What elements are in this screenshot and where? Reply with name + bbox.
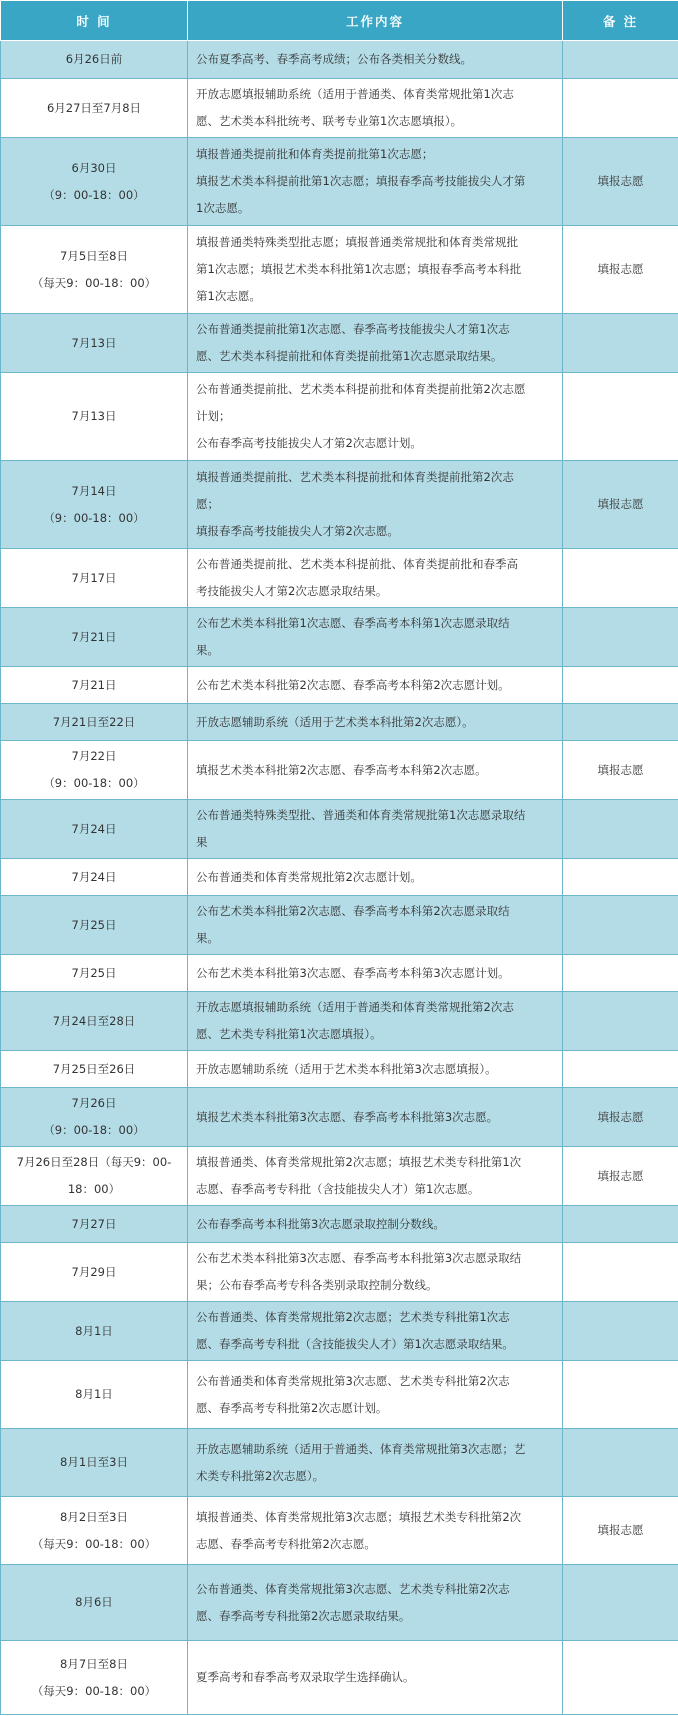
time-cell [1,79,188,138]
time-cell [1,955,188,992]
time-cell-line: 7月25日至26日 [52,1061,136,1076]
table-row [1,1206,678,1243]
table-row [1,992,678,1051]
note-cell: 填报志愿 [563,741,678,800]
time-cell-line: 6月30日 [71,160,117,175]
note-cell [563,1051,678,1088]
time-cell [1,1243,188,1302]
work-cell-line: 开放志愿填报辅助系统（适用于普通类和体育类常规批第2次志 [196,1000,514,1014]
time-cell-line: 7月24日 [71,869,117,884]
work-cell [188,549,563,608]
work-cell-line: 填报普通类特殊类型批志愿；填报普通类常规批和体育类常规批 [196,235,518,249]
table-row [1,1565,678,1641]
work-cell-line: 术类专科批第2次志愿）。 [196,1468,325,1483]
work-cell-line: 果。 [196,643,219,657]
work-cell-line: 公布艺术类本科批第2次志愿、春季高考本科第2次志愿计划。 [196,677,510,692]
work-cell-line: 填报艺术类本科批第2次志愿、春季高考本科第2次志愿。 [196,762,487,777]
table-row [1,667,678,704]
note-cell [563,1565,678,1641]
table-row [1,1147,678,1206]
time-cell-line: 7月13日 [71,335,117,350]
work-cell-line: 愿、艺术类专科批第1次志愿填报）。 [196,1027,382,1041]
note-cell [563,1361,678,1429]
time-cell [1,667,188,704]
time-cell-line: 7月29日 [71,1264,117,1279]
work-cell-line: 愿、春季高考专科批（含技能拔尖人才）第1次志愿录取结果。 [196,1337,514,1351]
time-cell-line: 7月25日 [71,965,117,980]
time-cell [1,608,188,667]
table-row [1,1641,678,1715]
work-cell-line: 公布普通类、体育类常规批第3次志愿、艺术类专科批第2次志 [196,1581,510,1596]
time-cell-line: 6月27日至7月8日 [46,100,142,115]
time-cell [1,1361,188,1429]
note-cell [563,373,678,461]
table-row [1,461,678,549]
work-cell [188,896,563,955]
work-cell-line: 填报艺术类本科批第3次志愿、春季高考本科批第3次志愿。 [196,1109,499,1124]
note-cell [563,79,678,138]
work-cell [188,800,563,859]
time-cell-line: 18：00） [67,1182,121,1196]
work-cell-line: 志愿、春季高考专科批（含技能拔尖人才）第1次志愿。 [196,1182,480,1196]
work-cell [188,955,563,992]
note-cell: 填报志愿 [563,138,678,226]
time-cell [1,1206,188,1243]
time-cell-line: 8月1日至3日 [60,1455,128,1469]
work-cell [188,859,563,896]
table-row [1,1429,678,1497]
time-cell [1,1302,188,1361]
work-cell [188,741,563,800]
work-cell-line: 填报春季高考技能拔尖人才第2次志愿。 [196,524,399,538]
time-cell [1,1497,188,1565]
header-work: 工作内容 [188,1,563,41]
time-cell [1,800,188,859]
time-cell [1,859,188,896]
table-header-row [1,1,678,41]
time-cell [1,992,188,1051]
work-cell-line: 公布普通类提前批、艺术类本科提前批、体育类提前批和春季高 [196,557,518,571]
table-body [1,41,678,1715]
time-cell [1,1088,188,1147]
note-cell [563,704,678,741]
table-row [1,41,678,79]
time-cell [1,1051,188,1088]
work-cell [188,992,563,1051]
time-cell-line: 7月17日 [71,570,117,585]
work-cell [188,1051,563,1088]
work-cell-line: 公布艺术类本科批第2次志愿、春季高考本科第2次志愿录取结 [196,904,510,918]
table-row [1,704,678,741]
time-cell-line: 7月27日 [71,1216,117,1231]
note-cell [563,1641,678,1715]
time-cell-line: 7月26日至28日（每天9：00- [16,1155,172,1169]
note-cell [563,1243,678,1302]
work-cell-line: 公布普通类、体育类常规批第2次志愿；艺术类专科批第1次志 [196,1310,510,1324]
time-cell-line: （9：00-18：00） [43,1123,145,1137]
time-cell-line: （9：00-18：00） [43,510,145,525]
table-row [1,859,678,896]
time-cell [1,226,188,314]
work-cell [188,1147,563,1206]
work-cell-line: 愿、艺术类本科提前批和体育类提前批第1次志愿录取结果。 [196,349,503,363]
work-cell-line: 公布普通类提前批第1次志愿、春季高考技能拔尖人才第1次志 [196,322,510,336]
note-cell [563,549,678,608]
work-cell [188,226,563,314]
work-cell [188,1429,563,1497]
work-cell-line: 愿； [196,497,219,511]
note-cell [563,992,678,1051]
work-cell [188,1088,563,1147]
time-cell-line: （每天9：00-18：00） [31,1536,157,1551]
time-cell-line: （每天9：00-18：00） [31,1683,157,1698]
work-cell-line: 果 [196,835,208,849]
work-cell-line: 公布普通类和体育类常规批第2次志愿计划。 [196,869,422,884]
work-cell [188,1497,563,1565]
work-cell [188,667,563,704]
table-row [1,138,678,226]
work-cell [188,704,563,741]
work-cell [188,1302,563,1361]
time-cell [1,741,188,800]
time-cell [1,314,188,373]
time-cell-line: 7月21日至22日 [52,714,136,729]
note-cell [563,608,678,667]
work-cell-line: 填报普通类提前批、艺术类本科提前批和体育类提前批第2次志 [196,470,514,484]
table-row [1,800,678,859]
time-cell-line: 8月1日 [75,1387,113,1401]
time-cell [1,1147,188,1206]
time-cell-line: （9：00-18：00） [43,187,145,202]
work-cell-line: 公布艺术类本科批第1次志愿、春季高考本科第1次志愿录取结 [196,616,510,630]
note-cell [563,667,678,704]
note-cell [563,1206,678,1243]
work-cell [188,1361,563,1429]
work-cell-line: 公布普通类提前批、艺术类本科提前批和体育类提前批第2次志愿 [196,382,526,396]
header-note: 备 注 [563,1,678,41]
table-row [1,314,678,373]
time-cell-line: 7月21日 [71,677,117,692]
work-cell-line: 公布艺术类本科批第3次志愿、春季高考本科批第3次志愿录取结 [196,1251,522,1265]
work-cell [188,608,563,667]
time-cell [1,461,188,549]
note-cell [563,859,678,896]
table-row [1,955,678,992]
work-cell [188,1243,563,1302]
note-cell: 填报志愿 [563,1497,678,1565]
note-cell [563,955,678,992]
note-cell [563,41,678,79]
work-cell-line: 考技能拔尖人才第2次志愿录取结果。 [196,584,388,598]
note-cell [563,800,678,859]
time-cell-line: 7月24日至28日 [52,1013,136,1028]
note-cell [563,1429,678,1497]
time-cell [1,704,188,741]
table-row [1,896,678,955]
note-cell [563,314,678,373]
table-row [1,226,678,314]
time-cell [1,41,188,79]
time-cell [1,373,188,461]
work-cell-line: 开放志愿辅助系统（适用于艺术类本科批第2次志愿）。 [196,714,474,729]
work-cell-line: 公布普通类和体育类常规批第3次志愿、艺术类专科批第2次志 [196,1373,510,1388]
work-cell-line: 愿、艺术类本科批统考、联考专业第1次志愿填报）。 [196,114,463,128]
work-cell-line: 开放志愿辅助系统（适用于普通类、体育类常规批第3次志愿；艺 [196,1441,526,1456]
time-cell [1,1429,188,1497]
time-cell [1,549,188,608]
time-cell-line: 8月1日 [75,1323,113,1338]
work-cell-line: 公布艺术类本科批第3次志愿、春季高考本科第3次志愿计划。 [196,965,510,980]
work-cell [188,41,563,79]
work-cell-line: 填报普通类提前批和体育类提前批第1次志愿； [196,147,434,161]
work-cell-line: 开放志愿填报辅助系统（适用于普通类、体育类常规批第1次志 [196,87,514,101]
work-cell-line: 填报普通类、体育类常规批第2次志愿；填报艺术类专科批第1次 [196,1155,522,1169]
table-row [1,1302,678,1361]
work-cell-line: 开放志愿辅助系统（适用于艺术类本科批第3次志愿填报）。 [196,1061,497,1076]
table-row [1,608,678,667]
time-cell-line: 7月24日 [71,821,117,836]
work-cell-line: 志愿、春季高考专科批第2次志愿。 [196,1536,376,1551]
work-cell [188,138,563,226]
work-cell-line: 填报普通类、体育类常规批第3次志愿；填报艺术类专科批第2次 [196,1509,522,1524]
time-cell-line: 7月14日 [71,483,117,498]
note-cell: 填报志愿 [563,1147,678,1206]
work-cell-line: 果；公布春季高考专科各类别录取控制分数线。 [196,1278,438,1292]
work-cell-line: 计划； [196,409,231,423]
work-cell [188,1641,563,1715]
time-cell-line: 8月2日至3日 [60,1509,128,1524]
table-row [1,1088,678,1147]
table-row [1,549,678,608]
header-time: 时 间 [1,1,188,41]
time-cell [1,1565,188,1641]
work-cell-line: 第1次志愿。 [196,289,261,303]
time-cell-line: 7月5日至8日 [60,248,128,263]
note-cell [563,896,678,955]
work-cell [188,1206,563,1243]
table-row [1,1361,678,1429]
time-cell-line: 7月21日 [71,629,117,644]
time-cell [1,896,188,955]
time-cell-line: 7月25日 [71,917,117,932]
table-row [1,79,678,138]
work-cell [188,79,563,138]
work-cell [188,461,563,549]
note-cell: 填报志愿 [563,1088,678,1147]
work-cell-line: 公布普通类特殊类型批、普通类和体育类常规批第1次志愿录取结 [196,808,526,822]
table-row [1,741,678,800]
time-cell-line: 7月13日 [71,409,117,423]
time-cell-line: 7月26日 [71,1096,117,1110]
work-cell-line: 公布夏季高考、春季高考成绩；公布各类相关分数线。 [196,52,472,66]
work-cell-line: 夏季高考和春季高考双录取学生选择确认。 [196,1670,415,1684]
note-cell [563,1302,678,1361]
time-cell-line: 6月26日前 [65,52,123,66]
table-row [1,1497,678,1565]
work-cell-line: 愿、春季高考专科批第2次志愿录取结果。 [196,1608,411,1623]
time-cell-line: 7月22日 [71,749,117,763]
note-cell: 填报志愿 [563,461,678,549]
work-cell-line: 1次志愿。 [196,201,250,215]
work-cell [188,1565,563,1641]
time-cell-line: 8月7日至8日 [60,1656,128,1671]
work-cell-line: 填报艺术类本科提前批第1次志愿；填报春季高考技能拔尖人才第 [196,174,526,188]
time-cell [1,138,188,226]
table-row [1,1051,678,1088]
time-cell-line: （9：00-18：00） [43,776,145,790]
work-cell-line: 果。 [196,931,219,945]
time-cell-line: 8月6日 [75,1595,113,1609]
work-cell-line: 第1次志愿；填报艺术类本科批第1次志愿；填报春季高考本科批 [196,262,522,276]
work-cell [188,314,563,373]
time-cell-line: （每天9：00-18：00） [31,275,157,290]
work-cell-line: 公布春季高考技能拔尖人才第2次志愿计划。 [196,436,422,450]
table-row [1,373,678,461]
work-cell-line: 愿、春季高考专科批第2次志愿计划。 [196,1400,388,1415]
time-cell [1,1641,188,1715]
work-cell-line: 公布春季高考本科批第3次志愿录取控制分数线。 [196,1216,445,1231]
note-cell: 填报志愿 [563,226,678,314]
work-cell [188,373,563,461]
table-row [1,1243,678,1302]
